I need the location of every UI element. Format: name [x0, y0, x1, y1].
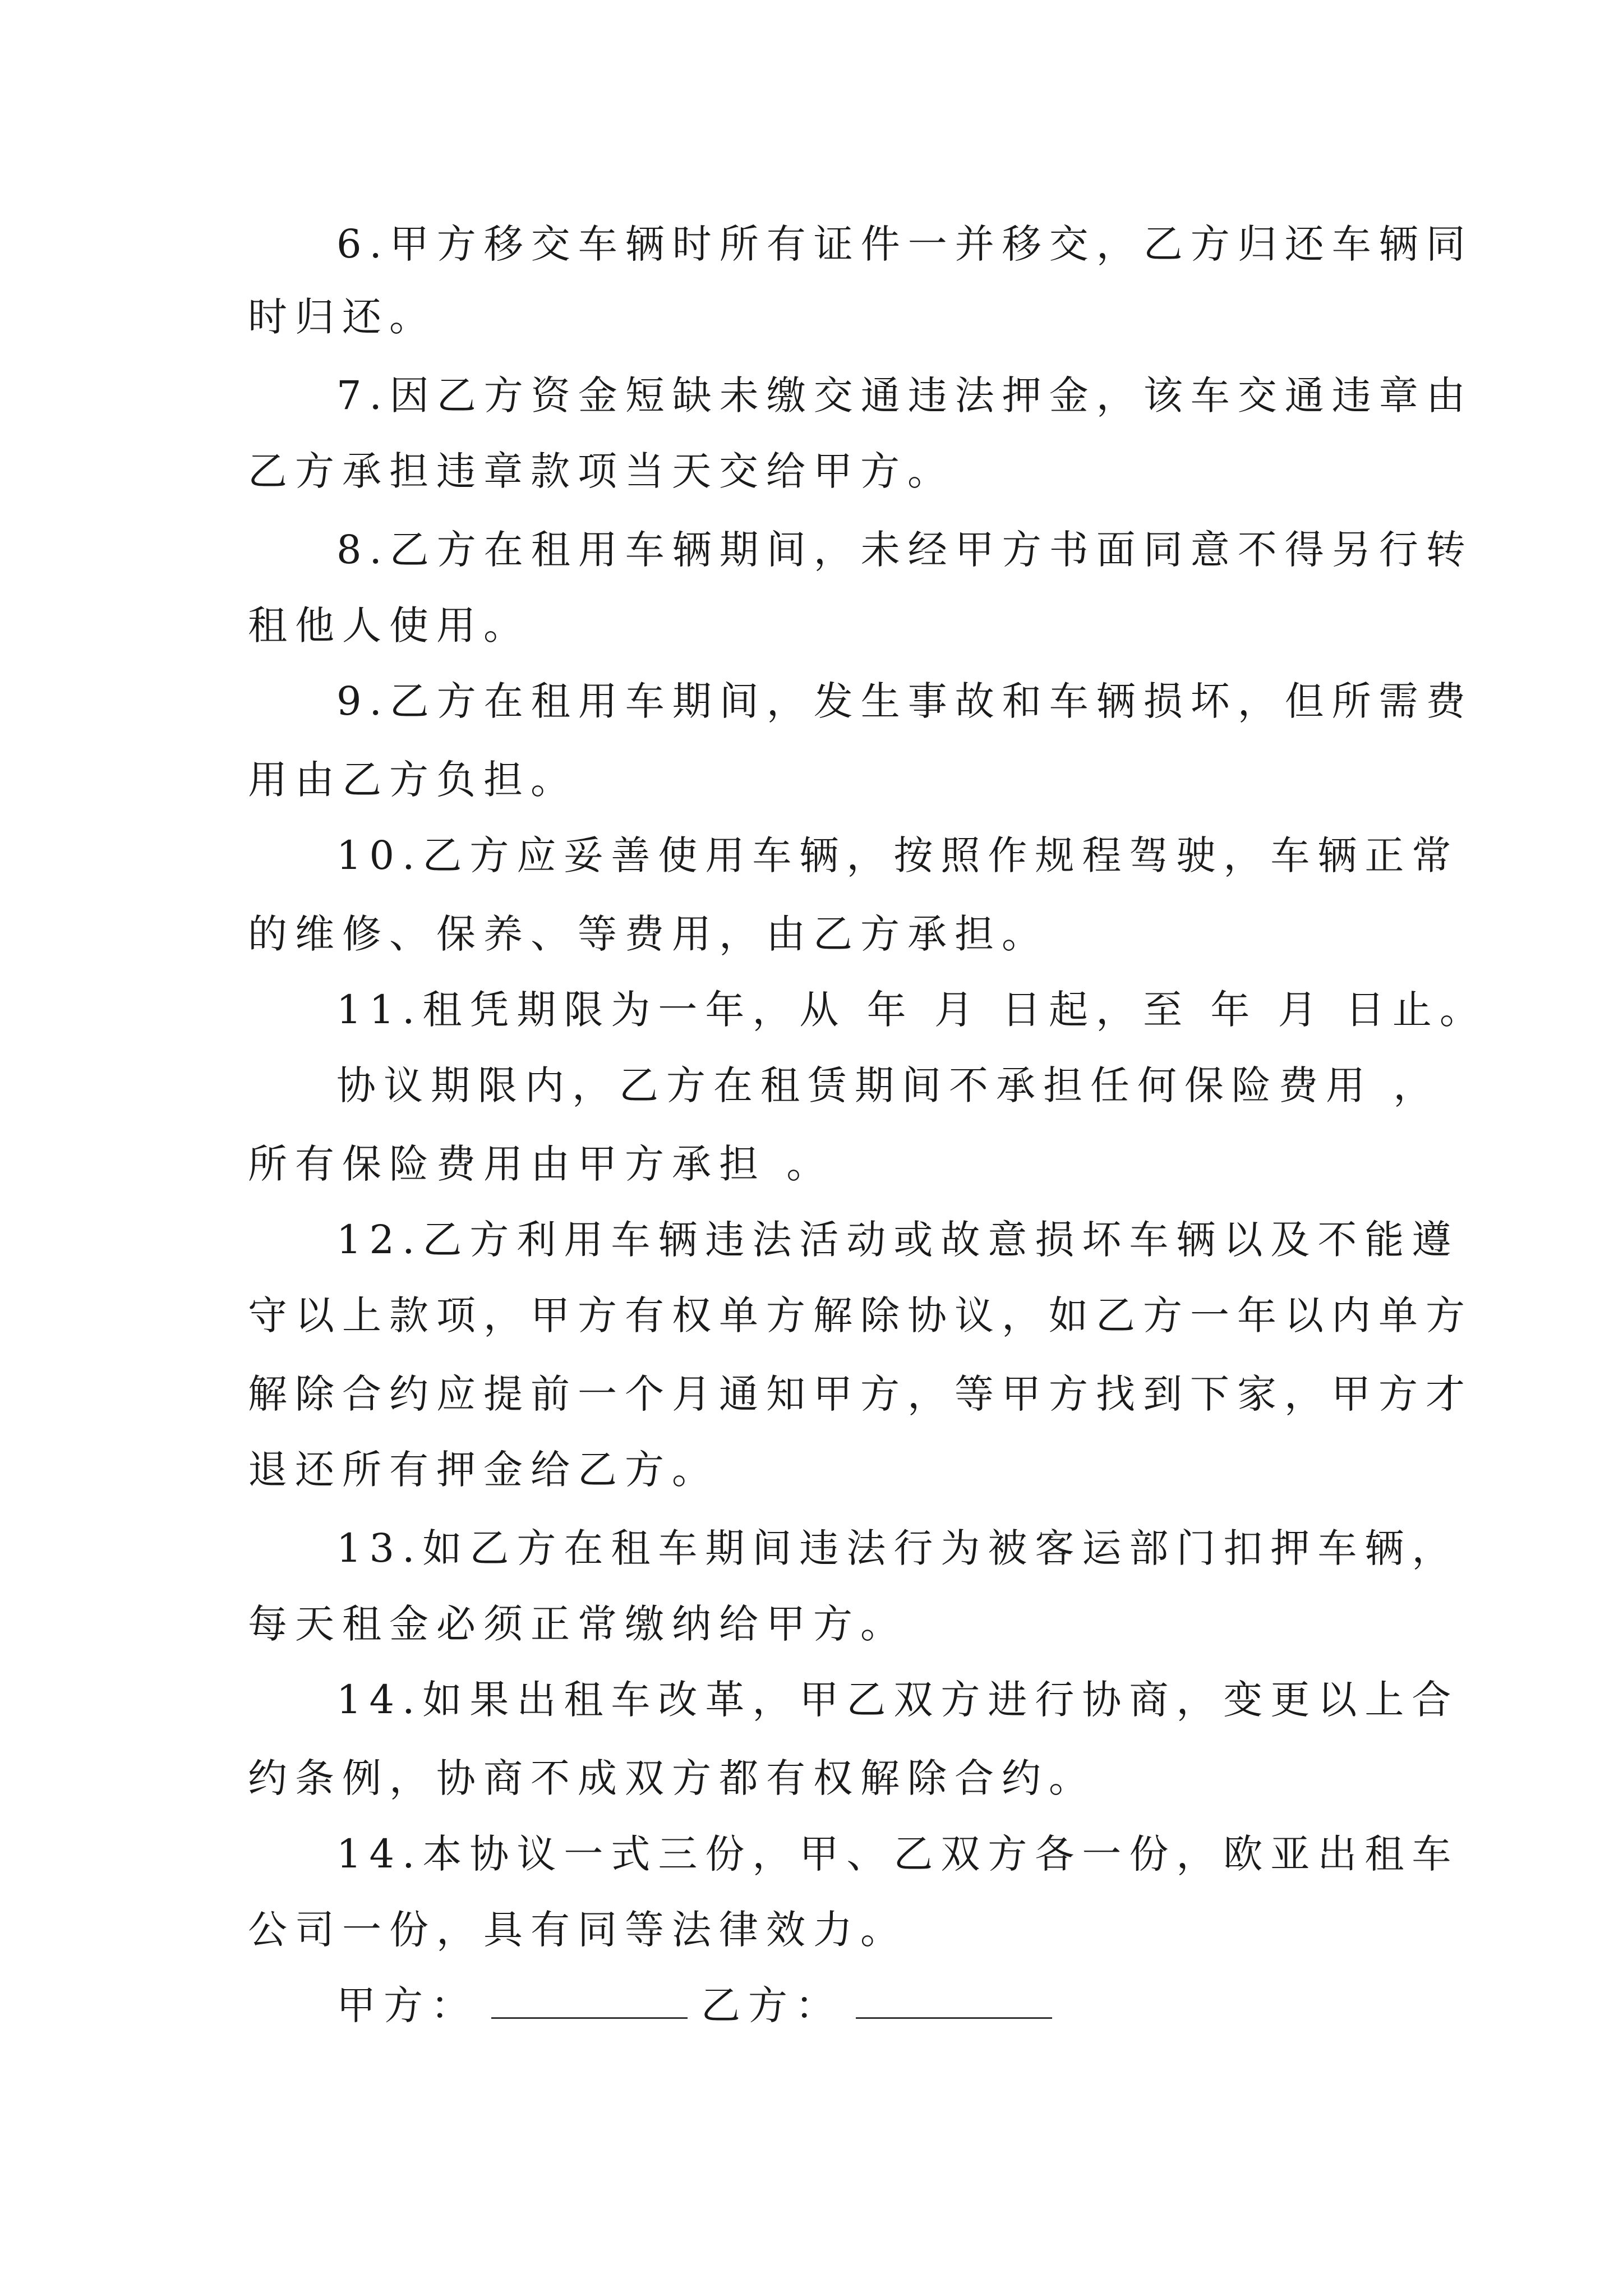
clause-13-line-1: 13.如乙方在租车期间违法行为被客运部门扣押车辆， [336, 1525, 1459, 1571]
party-b-signature-blank [856, 2015, 1052, 2019]
clause-12-line-1: 12.乙方利用车辆违法活动或故意损坏车辆以及不能遵 [336, 1217, 1459, 1263]
clause-14a-line-2: 约条例，协商不成双方都有权解除合约。 [248, 1755, 1096, 1801]
clause-7-line-2: 乙方承担违章款项当天交给甲方。 [248, 448, 955, 494]
clause-10-line-2: 的维修、保养、等费用，由乙方承担。 [248, 911, 1049, 957]
party-b-label: 乙方： [701, 1982, 842, 2028]
clause-6-line-2: 时归还。 [248, 294, 436, 340]
party-a-label: 甲方： [336, 1982, 478, 2028]
clause-12-line-3: 解除合约应提前一个月通知甲方，等甲方找到下家，甲方才 [248, 1371, 1473, 1417]
insurance-line-2: 所有保险费用由甲方承担 。 [248, 1141, 834, 1187]
clause-13-line-2: 每天租金必须正常缴纳给甲方。 [248, 1601, 907, 1647]
clause-7-line-1: 7.因乙方资金短缺未缴交通违法押金，该车交通违章由 [336, 372, 1473, 418]
clause-8-line-1: 8.乙方在租用车辆期间，未经甲方书面同意不得另行转 [336, 527, 1473, 573]
clause-12-line-2: 守以上款项，甲方有权单方解除协议，如乙方一年以内单方 [248, 1292, 1473, 1338]
clause-9-line-1: 9.乙方在租用车期间，发生事故和车辆损坏，但所需费 [336, 678, 1473, 724]
clause-14b-line-1: 14.本协议一式三份，甲、乙双方各一份，欧亚出租车 [336, 1831, 1459, 1877]
clause-11-line-1: 11.租凭期限为一年，从 年 月 日起，至 年 月 日止。 [336, 987, 1487, 1033]
clause-9-line-2: 用由乙方负担。 [248, 757, 578, 803]
clause-10-line-1: 10.乙方应妥善使用车辆，按照作规程驾驶，车辆正常 [336, 832, 1459, 878]
insurance-line-1: 协议期限内，乙方在租赁期间不承担任何保险费用 ， [336, 1062, 1441, 1108]
signature-line [336, 1980, 1066, 2031]
clause-12-line-4: 退还所有押金给乙方。 [248, 1447, 719, 1493]
clause-6-line-1: 6.甲方移交车辆时所有证件一并移交，乙方归还车辆同 [336, 221, 1473, 267]
clause-8-line-2: 租他人使用。 [248, 602, 531, 648]
clause-14b-line-2: 公司一份，具有同等法律效力。 [248, 1907, 907, 1953]
clause-14a-line-1: 14.如果出租车改革，甲乙双方进行协商，变更以上合 [336, 1677, 1459, 1723]
party-a-signature-blank [491, 2015, 688, 2019]
